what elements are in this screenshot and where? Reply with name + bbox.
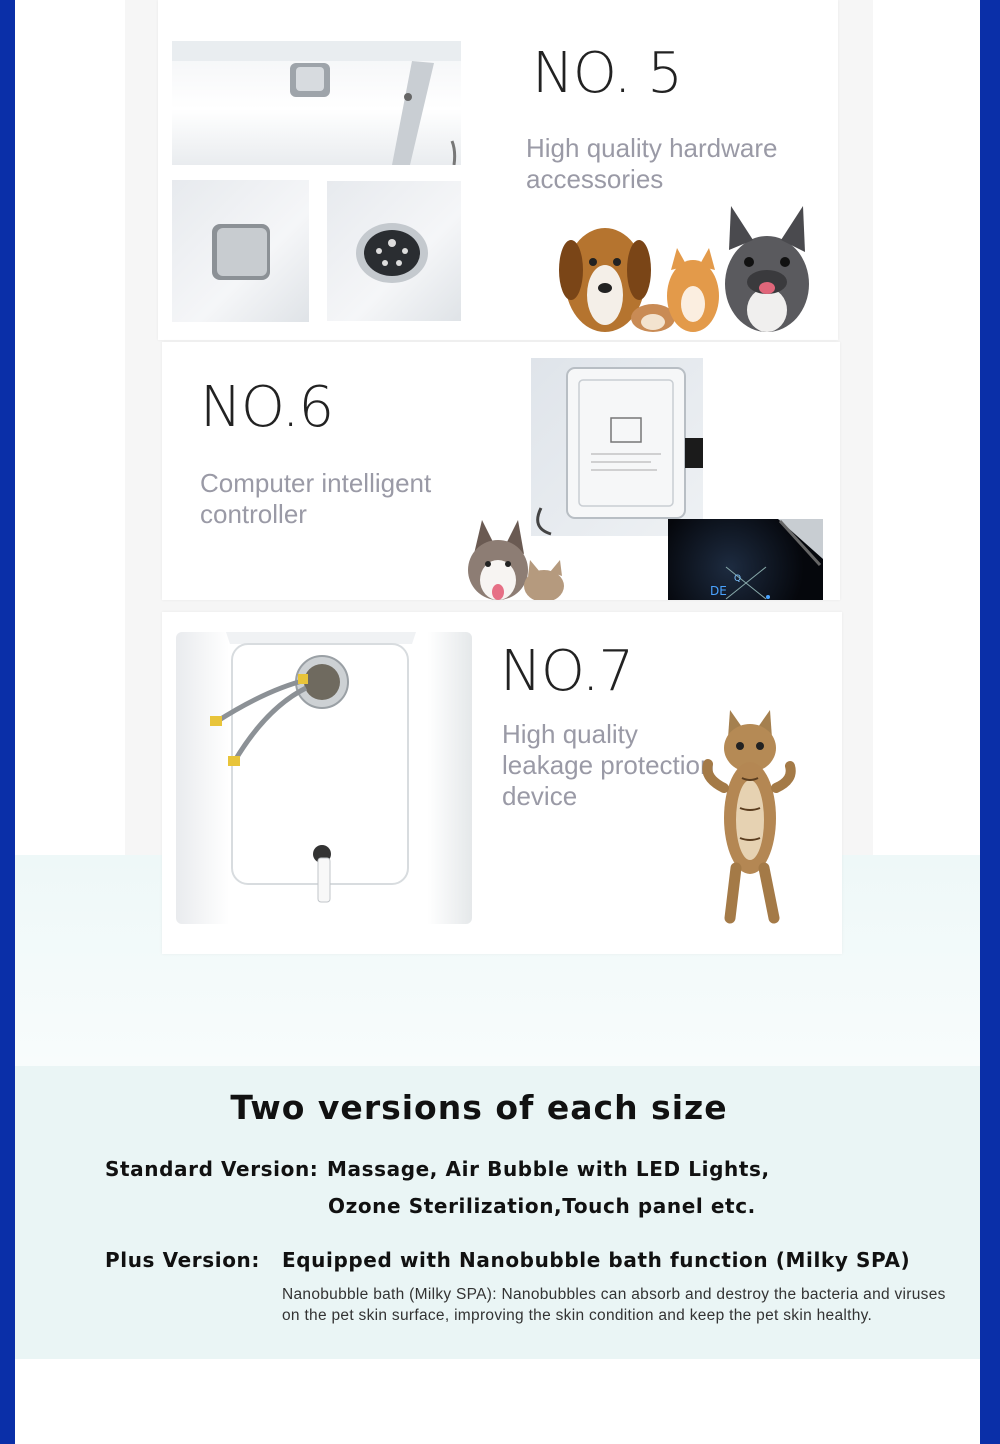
touch-panel-photo	[668, 519, 823, 600]
left-frame-bar	[0, 0, 15, 1444]
feature-number-6: NO.6	[200, 375, 334, 440]
standing-cat-photo	[694, 708, 804, 934]
feature-number-5: NO. 5	[532, 41, 682, 106]
pets-group-photo	[553, 200, 811, 332]
tub-cabinet-hoses-photo	[176, 632, 472, 924]
versions-title: Two versions of each size	[230, 1088, 728, 1127]
standard-version-line-1: Massage, Air Bubble with LED Lights,	[327, 1157, 770, 1181]
standard-version-label: Standard Version:	[105, 1157, 319, 1181]
plus-version-label: Plus Version:	[105, 1248, 260, 1272]
svg-text:Q: Q	[734, 574, 742, 584]
standard-version-line-2: Ozone Sterilization,Touch panel etc.	[328, 1194, 756, 1218]
feature-number-7: NO.7	[500, 639, 634, 704]
controller-box-photo	[531, 358, 703, 536]
feature-caption-6: Computer intelligent controller	[200, 468, 432, 529]
feature-card-5	[158, 0, 838, 340]
tub-button-photo	[172, 180, 309, 322]
plus-version-line: Equipped with Nanobubble bath function (Milky SPA)	[282, 1248, 911, 1272]
feature-caption-5: High quality hardware accessories	[526, 133, 778, 194]
plus-version-description: Nanobubble bath (Milky SPA): Nanobubbles can absorb and destroy the bacteria and viruses on the pet skin surface, improving the skin condition and keep the pet skin healthy.	[282, 1286, 946, 1324]
feature-card-7	[162, 612, 842, 954]
feature-caption-7: High quality leakage protection device	[502, 719, 715, 811]
tub-edge-handle-photo	[172, 41, 461, 165]
feature-card-6	[162, 342, 840, 600]
svg-text:DE: DE	[710, 584, 727, 598]
tub-drain-photo	[327, 181, 461, 321]
husky-cat-photo	[464, 514, 568, 600]
right-frame-bar	[980, 0, 1000, 1444]
